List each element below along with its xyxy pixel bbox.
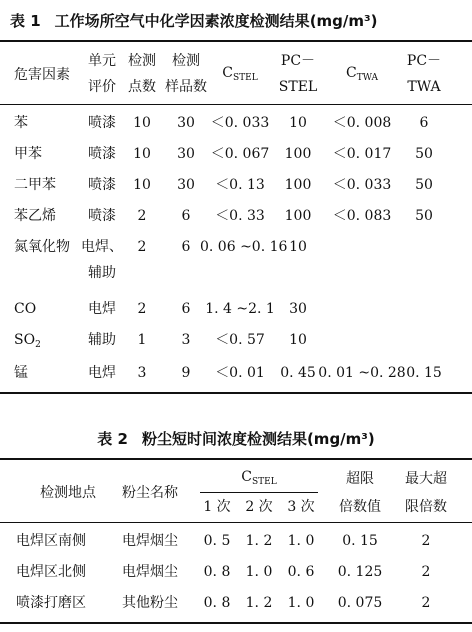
table1-row-cstel: 0. 06 ~0. 16 [200,239,288,255]
table1-header-ctwa-sub: TWA [356,73,379,83]
table1-row-unit: 喷漆 [88,208,116,224]
table1-row-pctwa: 0. 15 [406,365,442,381]
table1-header-points-line2: 点数 [128,79,156,95]
table2-header-exceed-line1: 超限 [346,471,374,487]
table2-row-time1: 0. 5 [203,533,231,549]
table1-header-points-line1: 检测 [128,53,156,69]
table1-header-pcstel-line1: PC－ [280,53,316,69]
table1-row-points: 3 [137,365,147,381]
table1-caption [0,10,472,31]
table1-row-cstel: ＜0. 33 [215,208,265,224]
table2-row-time1: 0. 8 [203,564,231,580]
table1-header-pcstel-line2: STEL [278,79,318,95]
table2-bottom-rule [0,622,472,624]
table1-row-unit: 辅助 [88,332,116,348]
table2-header-location: 检测地点 [40,485,96,501]
table2-row-time2: 1. 0 [245,564,273,580]
table2-caption [0,428,472,449]
table1-row-pcstel: 100 [284,208,312,224]
table1-row-hazard: 锰 [14,365,28,381]
table2-row-exceed: 0. 125 [337,564,383,580]
table1-row-ctwa: 0. 01 ~0. 28 [318,365,406,381]
table2-row-time3: 1. 0 [287,595,315,611]
table2-row-location: 电焊区北侧 [16,564,86,580]
table2-row-max: 2 [421,564,431,580]
table1-row-ctwa: ＜0. 008 [332,115,392,131]
table1-row-cstel: ＜0. 57 [215,332,265,348]
table1-row-unit: 电焊、 [81,239,123,255]
table2-header-time2: 2 次 [245,499,273,515]
table2-header-cstel-main: C [241,469,252,485]
table1-row-hazard: 苯乙烯 [14,208,56,224]
table1-header-unit-line1: 单元 [88,53,116,69]
table1-row-unit: 喷漆 [88,115,116,131]
table2-header-max-line1: 最大超 [405,471,447,487]
table2-row-location: 电焊区南侧 [16,533,86,549]
table2-header-cstel-sub: STEL [252,477,277,487]
table1-row-ctwa: ＜0. 083 [332,208,392,224]
table2-header-time1: 1 次 [203,499,231,515]
table1-header-hazard: 危害因素 [14,67,70,83]
table2-row-time3: 1. 0 [287,533,315,549]
table1-row-pcstel: 10 [289,332,307,348]
table1-header-ctwa [322,60,402,91]
table2-header-max-line2: 限倍数 [405,499,447,515]
table1-caption-number: 表 1 [10,12,41,30]
table2-caption-number: 表 2 [97,430,128,448]
table1-header-cstel-main: C [222,65,233,81]
table1-row-samples: 6 [181,239,191,255]
table1-row-pcstel: 100 [284,146,312,162]
table1-row-pcstel: 100 [284,177,312,193]
table1-header-pctwa-line1: PC－ [406,53,442,69]
table1-row-cstel: ＜0. 01 [215,365,265,381]
table1-row-points: 2 [137,239,147,255]
table1-row-hazard-sub: 2 [35,340,41,350]
table1-row-hazard [14,327,41,358]
table1-row-cstel: ＜0. 067 [210,146,270,162]
table1-row-hazard-main: SO [14,332,36,348]
table2-caption-text: 粉尘短时间浓度检测结果 [141,430,307,448]
table2-row-max: 2 [421,595,431,611]
table1-caption-text: 工作场所空气中化学因素浓度检测结果 [54,12,310,30]
table1-header-cstel-sub: STEL [233,73,258,83]
table1-header-pctwa-line2: TWA [407,79,441,95]
table1-row-unit: 电焊 [88,365,116,381]
table1-row-pctwa: 50 [415,146,433,162]
table1-header-unit-line2: 评价 [88,79,116,95]
table1-row-samples: 6 [181,301,191,317]
table1-row-cstel: ＜0. 033 [210,115,270,131]
table1-row-cstel: 1. 4 ~2. 1 [205,301,275,317]
table2-header-cstel-rule [200,492,318,493]
table2-row-time3: 0. 6 [287,564,315,580]
table1-row-unit: 喷漆 [88,177,116,193]
table1-row-points: 2 [137,208,147,224]
table1-row-samples: 9 [181,365,191,381]
table2-row-time2: 1. 2 [245,533,273,549]
table1-row-unit: 喷漆 [88,146,116,162]
table1-row-samples: 3 [181,332,191,348]
table1-row-hazard: 苯 [14,115,28,131]
table1-row-pcstel: 10 [289,239,307,255]
table1-header-samples-line1: 检测 [172,53,200,69]
table1-row-points: 10 [133,146,151,162]
table2-row-exceed: 0. 15 [342,533,378,549]
table1-row-ctwa: ＜0. 033 [332,177,392,193]
table1-row-samples: 30 [177,177,195,193]
table2-row-time2: 1. 2 [245,595,273,611]
table1-row-points: 1 [137,332,147,348]
table1-row-samples: 30 [177,115,195,131]
table2-row-dust: 电焊烟尘 [122,533,178,549]
table1-row-pcstel: 30 [289,301,307,317]
table2-row-dust: 电焊烟尘 [122,564,178,580]
table1-row-unit: 电焊 [88,301,116,317]
table1-header-ctwa-main: C [345,65,357,81]
table1-row-ctwa: ＜0. 017 [332,146,392,162]
table1-row-hazard: 甲苯 [14,146,42,162]
table1-row-hazard: CO [14,301,37,317]
table1-row-pcstel: 0. 45 [280,365,316,381]
table1-row-cstel: ＜0. 13 [215,177,265,193]
table1-top-rule [0,40,472,42]
table1-row-hazard: 二甲苯 [14,177,56,193]
table1-row-pctwa: 6 [419,115,429,131]
table1-row-unit-line2: 辅助 [88,265,116,281]
table1-header-rule [0,104,472,105]
table1-bottom-rule [0,392,472,394]
table1-row-pctwa: 50 [415,208,433,224]
table1-caption-unit: (mg/m³) [309,12,378,30]
table2-header-cstel [196,464,322,495]
table1-row-pctwa: 50 [415,177,433,193]
table2-header-time3: 3 次 [287,499,315,515]
table2-row-time1: 0. 8 [203,595,231,611]
table1-row-points: 10 [133,115,151,131]
table1-header-samples-line2: 样品数 [165,79,207,95]
table1-row-points: 10 [133,177,151,193]
table2-header-rule [0,522,472,523]
table2-row-location: 喷漆打磨区 [16,595,86,611]
table1-row-hazard: 氮氧化物 [14,239,70,255]
table1-row-pcstel: 10 [289,115,307,131]
table2-caption-unit: (mg/m³) [306,430,375,448]
table2-header-dust: 粉尘名称 [122,485,178,501]
table2-top-rule [0,458,472,460]
table1-row-samples: 6 [181,208,191,224]
table2-row-dust: 其他粉尘 [122,595,178,611]
table1-row-samples: 30 [177,146,195,162]
table2-header-exceed-line2: 倍数值 [339,499,381,515]
table2-row-exceed: 0. 075 [337,595,383,611]
table2-row-max: 2 [421,533,431,549]
table1-row-points: 2 [137,301,147,317]
